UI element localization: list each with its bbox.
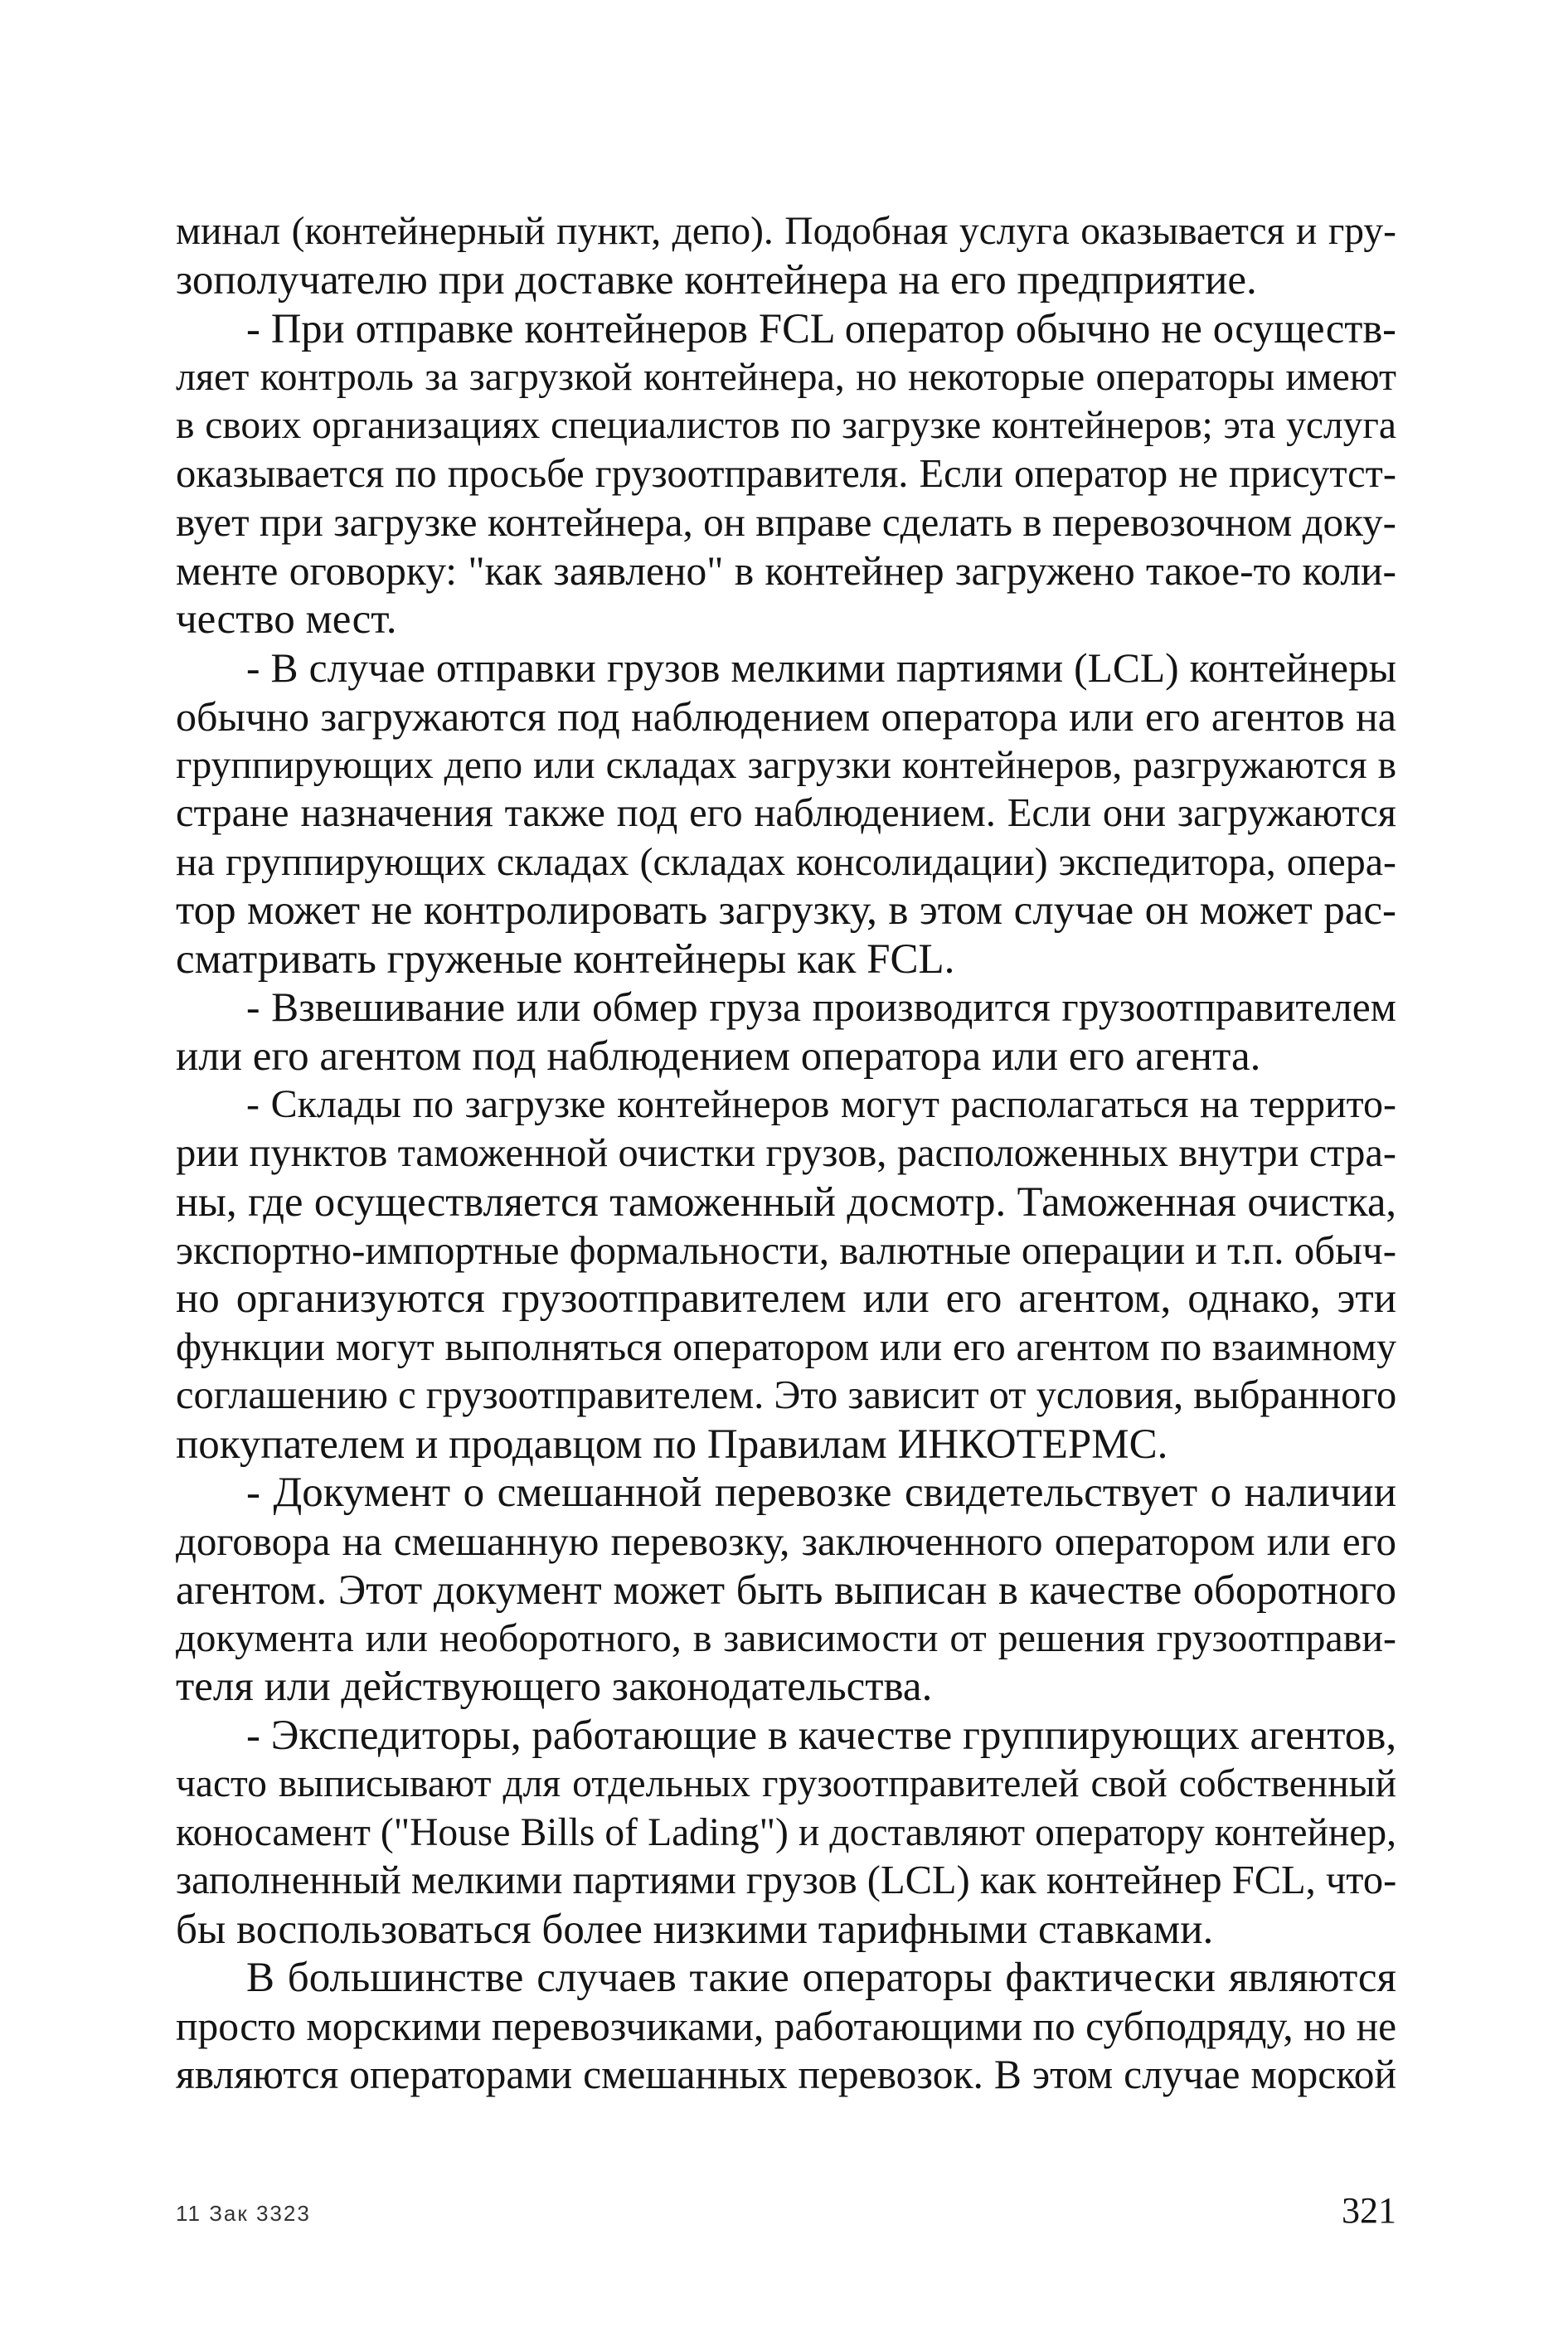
text-line: зополучателю при доставке контейнера на его предприятие. [176,256,1257,304]
text-line: но организуются грузоотправителем или его агентом, однако, эти [176,1275,1396,1322]
printer-signature: 11 Зак 3323 [176,2201,311,2226]
text-line: ляет контроль за загрузкой контейнера, но некоторые операторы имеют [176,354,1396,399]
text-line: в своих организациях специалистов по загрузке контейнеров; эта услуга [176,404,1396,447]
text-line: - Взвешивание или обмер груза производится грузоотправителем [246,984,1396,1030]
text-line: просто морскими перевозчиками, работающими по субподряду, но не [176,2003,1397,2049]
body-text [176,207,1396,2100]
text-line: договора на смешанную перевозку, заключенного оператором или его [176,1518,1396,1564]
text-line: рии пунктов таможенной очистки грузов, расположенных внутри стра- [176,1130,1396,1175]
text-line: вует при загрузке контейнера, он вправе сделать в перевозочном доку- [176,499,1396,545]
text-line: покупателем и продавцом по Правилам ИНКОТЕРМС. [176,1421,1168,1468]
text-line: оказывается по просьбе грузоотправителя. Если оператор не присутст- [176,451,1396,496]
text-line: - Документ о смешанной перевозке свидетельствует о наличии [246,1469,1396,1516]
text-line: минал (контейнерный пункт, депо). Подобная услуга оказывается и гру- [176,210,1396,253]
text-line: - Склады по загрузке контейнеров могут располагаться на террито- [246,1082,1396,1126]
text-line: или его агентом под наблюдением оператора или его агента. [176,1032,1261,1080]
text-line: агентом. Этот документ может быть выписан в качестве оборотного [176,1567,1396,1613]
text-line: - В случае отправки грузов мелкими партиями (LCL) контейнеры [246,644,1396,691]
page-number: 321 [1342,2190,1396,2231]
text-line: заполненный мелкими партиями грузов (LCL) как контейнер FCL, что- [176,1858,1397,1902]
text-line: являются операторами смешанных перевозок. В этом случае морской [176,2052,1396,2097]
text-line: коносамент ("House Bills of Lading") и доставляют оператору контейнер, [176,1810,1396,1854]
text-line: ны, где осуществляется таможенный досмотр. Таможенная очистка, [176,1178,1396,1225]
text-line: обычно загружаются под наблюдением оператора или его агентов на [176,693,1396,740]
text-line: - При отправке контейнеров FCL оператор обычно не осуществ- [246,305,1396,352]
text-line: экспортно-импортные формальности, валютные операции и т.п. обыч- [176,1227,1397,1273]
text-line: бы воспользоваться более низкими тарифными ставками. [176,1906,1214,1953]
text-line: тор может не контролировать загрузку, в этом случае он может рас- [176,887,1396,934]
text-line: соглашению с грузоотправителем. Это зависит от условия, выбранного [176,1373,1397,1417]
text-line: чество мест. [176,596,397,643]
text-line: функции могут выполняться оператором или его агентом по взаимному [176,1324,1396,1369]
text-line: менте оговорку: "как заявлено" в контейнер загружено такое-то коли- [176,547,1396,594]
text-line: группирующих депо или складах загрузки контейнеров, разгружаются в [176,743,1396,787]
text-line: сматривать груженые контейнеры как FCL. [176,935,955,983]
text-line: В большинстве случаев такие операторы фактически являются [246,1955,1396,2001]
text-line: стране назначения также под его наблюдением. Если они загружаются [176,791,1396,835]
page-footer [176,2189,1396,2239]
text-line: теля или действующего законодательства. [176,1664,933,1710]
text-line: на группирующих складах (складах консолидации) экспедитора, опера- [176,839,1396,884]
text-line: - Экспедиторы, работающие в качестве группирующих агентов, [246,1712,1397,1759]
text-line: часто выписывают для отдельных грузоотправителей свой собственный [176,1762,1396,1805]
text-line: документа или необоротного, в зависимости от решения грузоотправи- [176,1615,1396,1660]
